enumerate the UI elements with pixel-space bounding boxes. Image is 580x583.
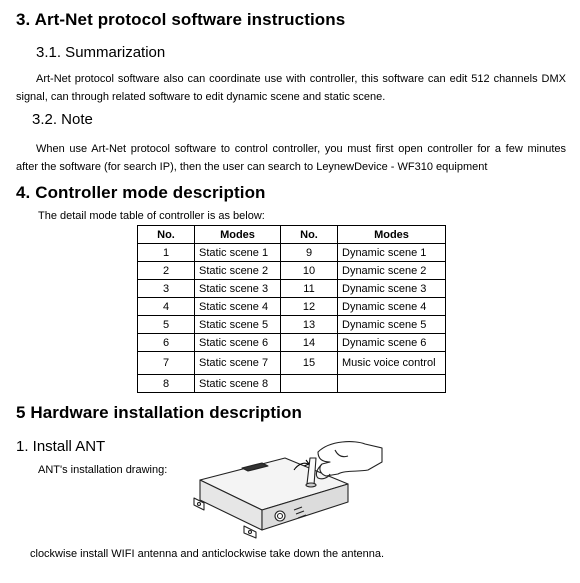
table-cell: Static scene 2 [195,262,281,280]
table-cell: 4 [138,298,195,316]
table-row [138,244,446,262]
table-intro: The detail mode table of controller is as below: [38,210,265,222]
controller-with-antenna-drawing [190,440,390,540]
section4-title: 4. Controller mode description [16,183,266,202]
table-cell: Static scene 1 [195,244,281,262]
table-cell: Dynamic scene 1 [338,244,446,262]
table-cell: Static scene 3 [195,280,281,298]
table-cell: 6 [138,334,195,352]
table-cell: 10 [281,262,338,280]
antenna-caption: clockwise install WIFI antenna and anticlockwise take down the antenna. [30,548,385,560]
table-row [138,375,446,393]
table-row [138,316,446,334]
section3-2-title: 3.2. Note [32,111,93,128]
section5-title: 5 Hardware installation description [16,403,302,422]
note-line-1: When use Art-Net protocol software to control controller, you must first open controller for a few minutes [36,143,566,155]
table-cell: 15 [281,352,338,375]
table-cell: Dynamic scene 3 [338,280,446,298]
table-row [138,334,446,352]
note-line-2: after the software (for search IP), then the user can search to LeynewDevice - WF310 equipment [16,161,488,173]
header-modes-1: Modes [195,226,281,244]
table-cell: 14 [281,334,338,352]
table-cell: Music voice control [338,352,446,375]
summarization-line-2: signal, can through related software to edit dynamic scene and static scene. [16,91,386,103]
note-paragraph [16,140,566,176]
table-cell: 7 [138,352,195,375]
table-cell: 13 [281,316,338,334]
table-cell: Dynamic scene 5 [338,316,446,334]
table-cell: Static scene 7 [195,352,281,375]
install-ant-title: 1. Install ANT [16,438,106,455]
table-cell [338,375,446,393]
mode-table [137,225,446,393]
summarization-paragraph [16,70,566,106]
table-cell: Static scene 4 [195,298,281,316]
table-row [138,262,446,280]
header-no-1: No. [138,226,195,244]
summarization-line-1: Art-Net protocol software also can coordinate use with controller, this software can edit 512 channels DMX [36,73,566,85]
section3-1-title: 3.1. Summarization [36,44,166,61]
table-cell: 1 [138,244,195,262]
table-cell: Static scene 8 [195,375,281,393]
header-modes-2: Modes [338,226,446,244]
table-header-row [138,226,446,244]
table-row [138,352,446,375]
table-row [138,298,446,316]
table-cell: 12 [281,298,338,316]
table-cell: Dynamic scene 4 [338,298,446,316]
table-cell: Static scene 5 [195,316,281,334]
table-cell: Dynamic scene 2 [338,262,446,280]
drawing-label: ANT's installation drawing: [38,464,168,476]
table-cell: 8 [138,375,195,393]
table-row [138,280,446,298]
table-cell: 3 [138,280,195,298]
section3-title: 3. Art-Net protocol software instructions [16,10,346,29]
table-cell: 11 [281,280,338,298]
header-no-2: No. [281,226,338,244]
table-cell [281,375,338,393]
table-cell: 5 [138,316,195,334]
table-cell: Dynamic scene 6 [338,334,446,352]
table-cell: 9 [281,244,338,262]
table-cell: 2 [138,262,195,280]
table-cell: Static scene 6 [195,334,281,352]
